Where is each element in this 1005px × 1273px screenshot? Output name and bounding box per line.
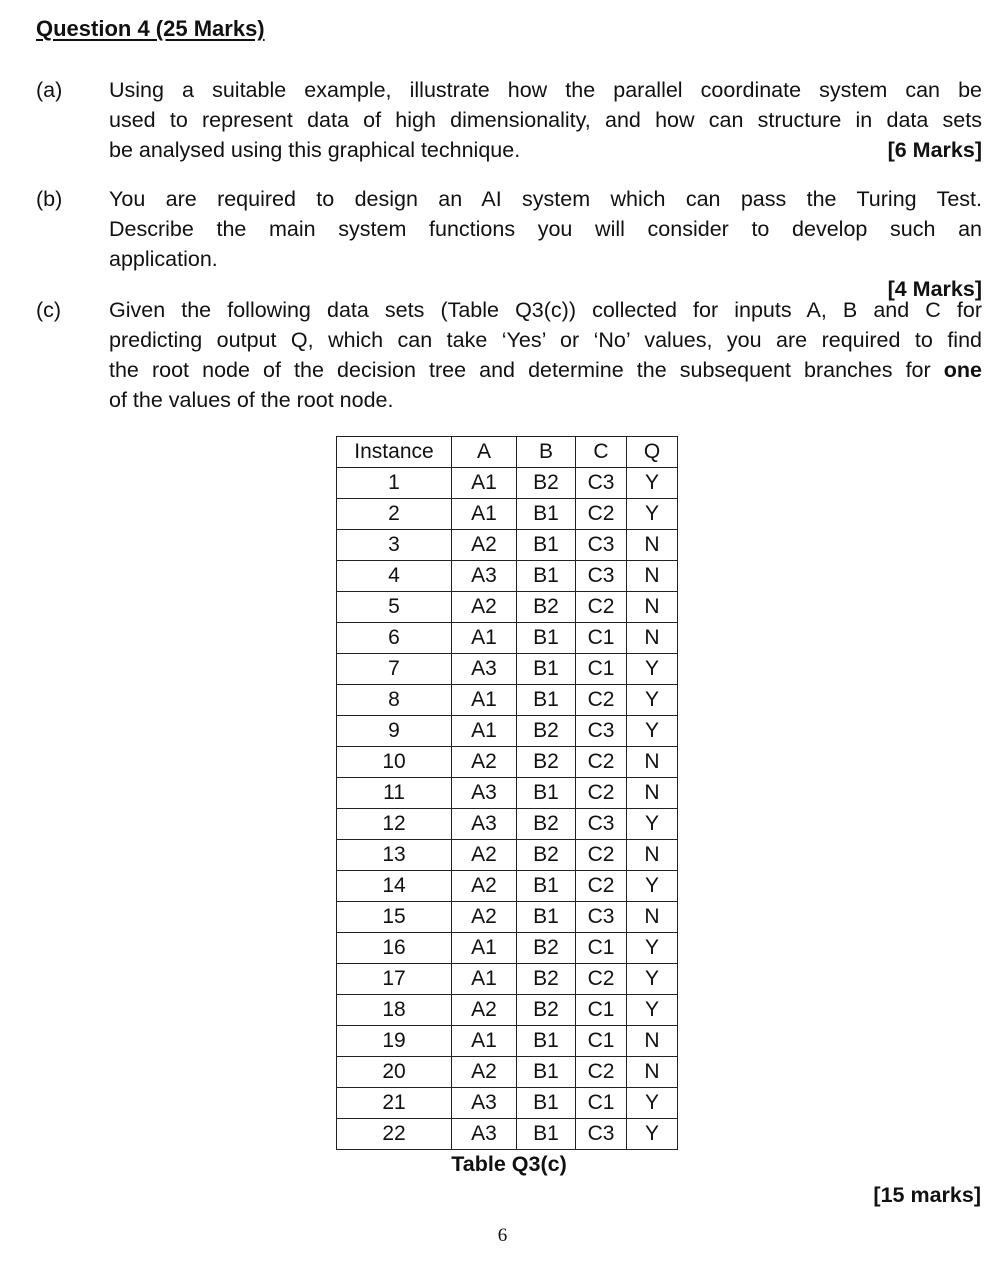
table-cell: B1: [517, 530, 576, 561]
table-cell: C1: [576, 1088, 627, 1119]
table-cell: B1: [517, 778, 576, 809]
table-cell: 2: [337, 499, 452, 530]
table-header-row: [337, 437, 678, 468]
header-a: A: [452, 437, 517, 468]
table-cell: B2: [517, 964, 576, 995]
table-row: [337, 778, 678, 809]
question-part-b: [36, 184, 982, 304]
table-cell: C1: [576, 933, 627, 964]
part-a-line-3: be analysed using this graphical technique.: [109, 138, 521, 162]
table-row: [337, 468, 678, 499]
table-cell: A1: [452, 685, 517, 716]
table-cell: Y: [627, 499, 678, 530]
table-cell: 7: [337, 654, 452, 685]
part-c-marks: [15 marks]: [873, 1183, 981, 1207]
table-cell: A1: [452, 716, 517, 747]
table-row: [337, 623, 678, 654]
table-cell: Y: [627, 809, 678, 840]
table-cell: B1: [517, 902, 576, 933]
table-cell: N: [627, 530, 678, 561]
table-cell: C2: [576, 964, 627, 995]
table-cell: C1: [576, 654, 627, 685]
table-cell: A3: [452, 778, 517, 809]
table-cell: C2: [576, 685, 627, 716]
table-cell: A1: [452, 499, 517, 530]
table-cell: C3: [576, 468, 627, 499]
table-cell: 6: [337, 623, 452, 654]
table-cell: N: [627, 561, 678, 592]
table-cell: A2: [452, 840, 517, 871]
table-cell: N: [627, 592, 678, 623]
header-q: Q: [627, 437, 678, 468]
table-cell: C2: [576, 499, 627, 530]
table-cell: C2: [576, 1057, 627, 1088]
table-cell: Y: [627, 964, 678, 995]
table-cell: C2: [576, 592, 627, 623]
part-b-marks: [4 Marks]: [887, 277, 982, 301]
table-cell: 12: [337, 809, 452, 840]
table-row: [337, 809, 678, 840]
table-cell: Y: [627, 933, 678, 964]
part-b-label: (b): [36, 187, 63, 211]
table-cell: C1: [576, 1026, 627, 1057]
table-cell: 20: [337, 1057, 452, 1088]
table-row: [337, 902, 678, 933]
table-cell: 16: [337, 933, 452, 964]
table-cell: B2: [517, 809, 576, 840]
question-part-a: [36, 75, 982, 165]
table-cell: A2: [452, 747, 517, 778]
table-cell: Y: [627, 468, 678, 499]
part-c-line-1: Given the following data sets (Table Q3(c)) collected for inputs A, B and C for: [109, 298, 982, 322]
part-c-line-4: of the values of the root node.: [109, 388, 394, 412]
table-cell: B1: [517, 1026, 576, 1057]
table-cell: B1: [517, 499, 576, 530]
table-cell: B2: [517, 995, 576, 1026]
table-cell: 14: [337, 871, 452, 902]
table-cell: B1: [517, 1119, 576, 1150]
table-cell: B2: [517, 747, 576, 778]
table-cell: B2: [517, 933, 576, 964]
table-cell: Y: [627, 871, 678, 902]
table-cell: C3: [576, 1119, 627, 1150]
table-row: [337, 592, 678, 623]
table-row: [337, 964, 678, 995]
table-cell: C2: [576, 871, 627, 902]
table-cell: A1: [452, 623, 517, 654]
part-a-line-2: used to represent data of high dimensionality, and how can structure in data sets: [109, 108, 982, 132]
table-cell: N: [627, 1026, 678, 1057]
table-cell: A1: [452, 1026, 517, 1057]
table-cell: B1: [517, 654, 576, 685]
table-cell: B2: [517, 840, 576, 871]
table-cell: C2: [576, 840, 627, 871]
part-b-line-1: You are required to design an AI system which can pass the Turing Test.: [109, 187, 982, 211]
table-cell: A2: [452, 871, 517, 902]
table-cell: 22: [337, 1119, 452, 1150]
table-row: [337, 561, 678, 592]
table-cell: N: [627, 778, 678, 809]
table-cell: N: [627, 902, 678, 933]
table-cell: Y: [627, 995, 678, 1026]
header-b: B: [517, 437, 576, 468]
table-cell: Y: [627, 716, 678, 747]
table-cell: 21: [337, 1088, 452, 1119]
table-row: [337, 716, 678, 747]
table-cell: 13: [337, 840, 452, 871]
table-cell: B1: [517, 623, 576, 654]
table-cell: A1: [452, 964, 517, 995]
table-cell: C3: [576, 809, 627, 840]
table-cell: 10: [337, 747, 452, 778]
table-cell: A2: [452, 902, 517, 933]
table-row: [337, 840, 678, 871]
table-row: [337, 871, 678, 902]
part-b-line-2: Describe the main system functions you will consider to develop such an: [109, 217, 982, 241]
table-cell: C3: [576, 902, 627, 933]
part-c-line-3: the root node of the decision tree and determine the subsequent branches for: [109, 358, 931, 382]
table-cell: 3: [337, 530, 452, 561]
table-row: [337, 654, 678, 685]
question-title: Question 4 (25 Marks): [36, 16, 265, 41]
table-cell: N: [627, 840, 678, 871]
table-row: [337, 1057, 678, 1088]
table-cell: Y: [627, 685, 678, 716]
table-cell: B1: [517, 1088, 576, 1119]
table-cell: 11: [337, 778, 452, 809]
table-cell: 19: [337, 1026, 452, 1057]
table-cell: B1: [517, 1057, 576, 1088]
table-cell: 1: [337, 468, 452, 499]
table-cell: C3: [576, 561, 627, 592]
table-cell: A3: [452, 1119, 517, 1150]
table-cell: A1: [452, 468, 517, 499]
table-cell: B1: [517, 561, 576, 592]
table-cell: Y: [627, 1119, 678, 1150]
question-part-c: [36, 295, 982, 415]
part-c-bold-word: one: [943, 358, 982, 382]
table-cell: 4: [337, 561, 452, 592]
table-row: [337, 933, 678, 964]
part-c-line-2: predicting output Q, which can take ‘Yes’ or ‘No’ values, you are required to find: [109, 328, 982, 352]
table-cell: A2: [452, 995, 517, 1026]
table-cell: C1: [576, 995, 627, 1026]
table-cell: A2: [452, 530, 517, 561]
table-cell: Y: [627, 1088, 678, 1119]
header-instance: Instance: [337, 437, 452, 468]
part-b-line-3: application.: [109, 247, 218, 271]
table-cell: 8: [337, 685, 452, 716]
table-cell: 15: [337, 902, 452, 933]
table-row: [337, 685, 678, 716]
table-cell: C1: [576, 623, 627, 654]
table-cell: C2: [576, 747, 627, 778]
table-row: [337, 530, 678, 561]
table-cell: B2: [517, 468, 576, 499]
table-cell: 9: [337, 716, 452, 747]
table-cell: A3: [452, 809, 517, 840]
page-number: 6: [497, 1225, 508, 1246]
table-cell: N: [627, 623, 678, 654]
table-cell: A2: [452, 1057, 517, 1088]
table-cell: A2: [452, 592, 517, 623]
table-cell: C3: [576, 530, 627, 561]
table-cell: B1: [517, 685, 576, 716]
table-cell: A1: [452, 933, 517, 964]
table-cell: 18: [337, 995, 452, 1026]
table-cell: C3: [576, 716, 627, 747]
table-cell: 17: [337, 964, 452, 995]
table-cell: Y: [627, 654, 678, 685]
data-table: [336, 436, 678, 1150]
table-caption: Table Q3(c): [451, 1152, 567, 1176]
table-row: [337, 1119, 678, 1150]
table-cell: 5: [337, 592, 452, 623]
table-cell: N: [627, 747, 678, 778]
table-row: [337, 499, 678, 530]
table-cell: B1: [517, 871, 576, 902]
table-cell: A3: [452, 654, 517, 685]
table-cell: N: [627, 1057, 678, 1088]
table-row: [337, 1088, 678, 1119]
table-row: [337, 995, 678, 1026]
table-cell: B2: [517, 592, 576, 623]
table-cell: A3: [452, 1088, 517, 1119]
header-c: C: [576, 437, 627, 468]
part-c-label: (c): [36, 298, 62, 322]
table-cell: B2: [517, 716, 576, 747]
part-a-line-1: Using a suitable example, illustrate how the parallel coordinate system can be: [109, 78, 982, 102]
part-a-label: (a): [36, 78, 63, 102]
table-cell: A3: [452, 561, 517, 592]
part-a-marks: [6 Marks]: [887, 138, 982, 162]
table-row: [337, 1026, 678, 1057]
table-row: [337, 747, 678, 778]
table-cell: C2: [576, 778, 627, 809]
